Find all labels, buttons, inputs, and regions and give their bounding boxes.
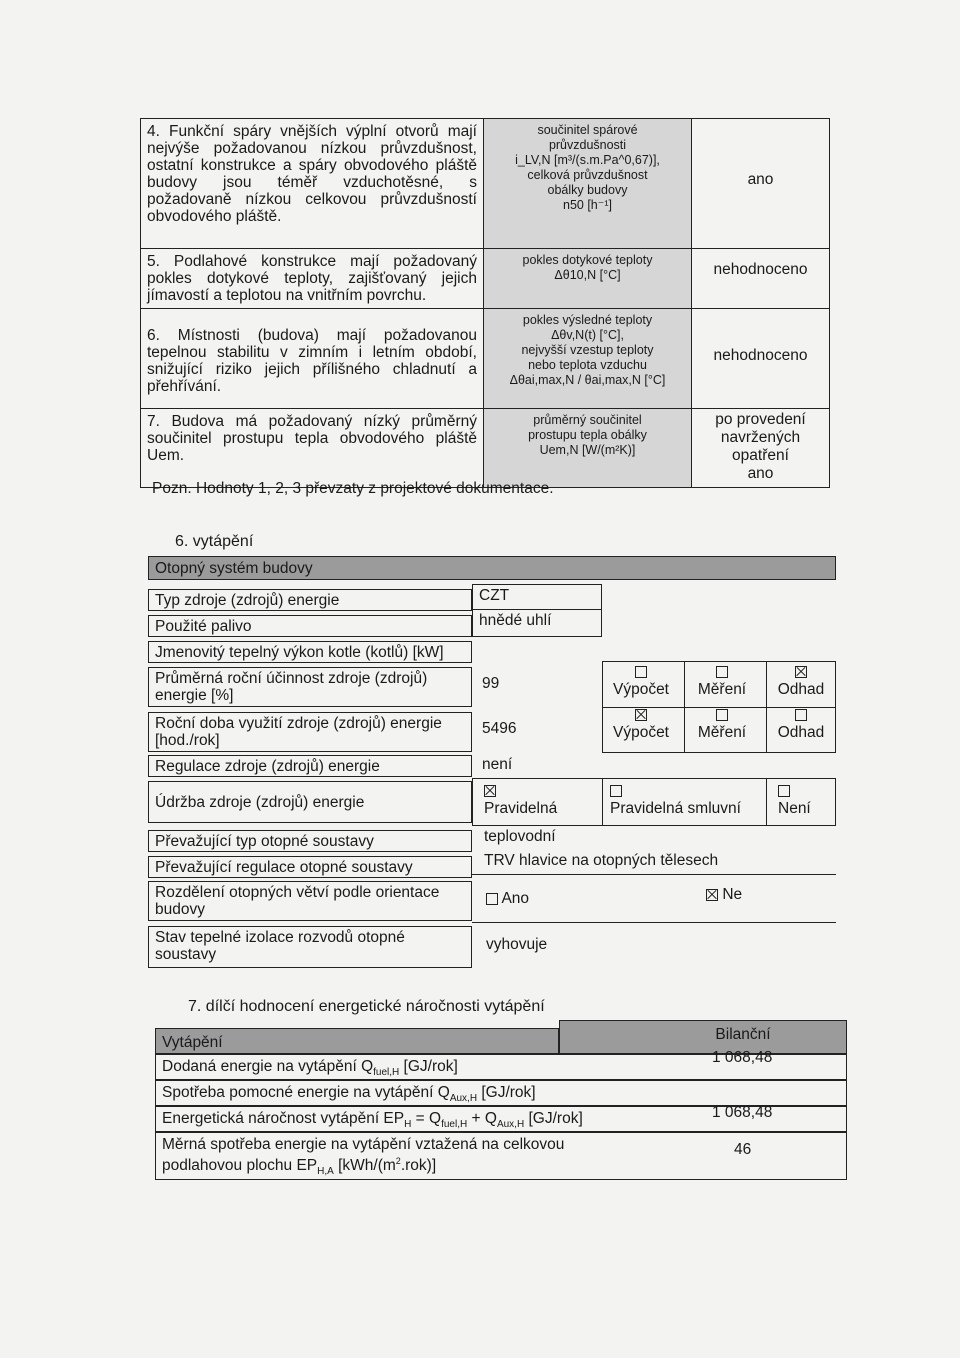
efficiency-value: 99	[482, 675, 500, 692]
note: Pozn. Hodnoty 1, 2, 3 převzaty z projektové dokumentace.	[152, 480, 554, 497]
checkbox-icon[interactable]	[610, 785, 622, 797]
heating-row-delivered: Dodaná energie na vytápění $Q_{fuel,H}$ [GJ/rok] 1 068,48	[155, 1054, 847, 1080]
divider	[472, 874, 836, 875]
hours-option-measure[interactable]: Měření	[692, 706, 752, 742]
divider	[766, 778, 767, 826]
hours-label: Roční doba využití zdroje (zdrojů) energie [hod./rok]	[148, 712, 472, 752]
insulation-value: vyhovuje	[486, 936, 548, 953]
delivered-value: 1 068,48	[712, 1049, 773, 1066]
ep-value: 1 068,48	[712, 1104, 773, 1121]
requirement-4: 4. Funkční spáry vnějších výplní otvorů mají nejvýše požadovanou nízkou průvzdušnost, ostatní konstrukce a spáry obvodového pláště budovy jsou téměř vzduchotěsné, s požadovaně nízkou celkovou průvzdušností obvodového pláště.	[141, 119, 484, 249]
fuel-label: Použité palivo	[148, 615, 472, 637]
fuel-value: hnědé uhlí	[472, 609, 602, 637]
parameter-5: pokles dotykové teploty Δθ10,N [°C]	[484, 249, 692, 309]
heating-header: Vytápění	[155, 1028, 559, 1054]
maintenance-option-none[interactable]: Není	[778, 782, 811, 818]
system-type-value: teplovodní	[484, 828, 556, 845]
regulation-value: není	[482, 756, 513, 773]
parameter-7: průměrný součinitel prostupu tepla obálky Uem,N [W/(m²K)]	[484, 409, 692, 488]
system-regulation-value: TRV hlavice na otopných tělesech	[484, 852, 719, 869]
maintenance-option-regular[interactable]: Pravidelná	[484, 782, 557, 818]
efficiency-option-estimate[interactable]: Odhad	[772, 663, 830, 699]
checked-checkbox-icon[interactable]	[706, 889, 718, 901]
regulation-label: Regulace zdroje (zdrojů) energie	[148, 755, 472, 777]
maintenance-option-contract[interactable]: Pravidelná smluvní	[610, 782, 741, 818]
balance-column-header: Bilanční	[559, 1020, 847, 1054]
specific-value: 46	[734, 1141, 752, 1158]
hours-option-calc[interactable]: Výpočet	[605, 706, 677, 742]
source-type-value: CZT	[472, 584, 602, 611]
divider	[472, 922, 836, 923]
parameter-4: součinitel spárové průvzdušnosti i_LV,N [m³/(s.m.Pa^0,67)], celková průvzdušnost obálky budovy n50 [h⁻¹]	[484, 119, 692, 249]
requirement-6: 6. Místnosti (budova) mají požadovanou tepelnou stabilitu v zimním i letním období, snižující riziko jejich přílišného chladnutí a přehřívání.	[141, 309, 484, 409]
divider	[602, 707, 836, 708]
hours-value: 5496	[482, 720, 517, 737]
system-regulation-label: Převažující regulace otopné soustavy	[148, 856, 472, 878]
requirement-7: 7. Budova má požadovaný nízký průměrný součinitel prostupu tepla obvodového pláště Uem.	[141, 409, 484, 488]
section-7-title: 7. dílčí hodnocení energetické náročnosti vytápění	[188, 998, 545, 1015]
heating-system-header: Otopný systém budovy	[148, 556, 836, 580]
result-4: ano	[692, 119, 830, 249]
system-type-label: Převažující typ otopné soustavy	[148, 830, 472, 852]
heating-row-auxiliary: Spotřeba pomocné energie na vytápění $Q_{Aux,H}$ [GJ/rok]	[155, 1080, 847, 1106]
source-type-label: Typ zdroje (zdrojů) energie	[148, 589, 472, 611]
result-5: nehodnoceno	[692, 249, 830, 309]
nominal-output-label: Jmenovitý tepelný výkon kotle (kotlů) [kW]	[148, 641, 472, 663]
maintenance-label: Údržba zdroje (zdrojů) energie	[148, 781, 472, 823]
insulation-label: Stav tepelné izolace rozvodů otopné soustavy	[148, 926, 472, 968]
heating-row-ep: Energetická náročnost vytápění $EP_H = Q_{fuel,H} + Q_{Aux,H}$ [GJ/rok] 1 068,48	[155, 1106, 847, 1132]
branch-split-option-yes[interactable]: Ano	[486, 890, 529, 907]
checkbox-icon[interactable]	[486, 893, 498, 905]
checkbox-icon[interactable]	[778, 785, 790, 797]
section-6-title: 6. vytápění	[175, 533, 254, 550]
checked-checkbox-icon[interactable]	[484, 785, 496, 797]
requirements-table	[140, 118, 830, 488]
heating-row-specific: Měrná spotřeba energie na vytápění vztažená na celkovou podlahovou plochu $EP_{H,A}$ $[kWh/(m^2.rok)]$ 46	[155, 1132, 847, 1180]
result-6: nehodnoceno	[692, 309, 830, 409]
parameter-6: pokles výsledné teploty Δθv,N(t) [°C], nejvyšší vzestup teploty nebo teplota vzduchu Δθai,max,N / θai,max,N [°C]	[484, 309, 692, 409]
efficiency-label: Průměrná roční účinnost zdroje (zdrojů) energie [%]	[148, 667, 472, 707]
branch-split-option-no[interactable]: Ne	[706, 886, 742, 903]
efficiency-option-measure[interactable]: Měření	[692, 663, 752, 699]
efficiency-option-calc[interactable]: Výpočet	[605, 663, 677, 699]
requirement-5: 5. Podlahové konstrukce mají požadovaný pokles dotykové teploty, zajišťovaný jejich jímavostí a teplotou na vnitřním povrchu.	[141, 249, 484, 309]
divider	[602, 778, 603, 826]
hours-option-estimate[interactable]: Odhad	[772, 706, 830, 742]
branch-split-label: Rozdělení otopných větví podle orientace budovy	[148, 881, 472, 921]
result-7: po provedení navržených opatření ano	[692, 409, 830, 488]
